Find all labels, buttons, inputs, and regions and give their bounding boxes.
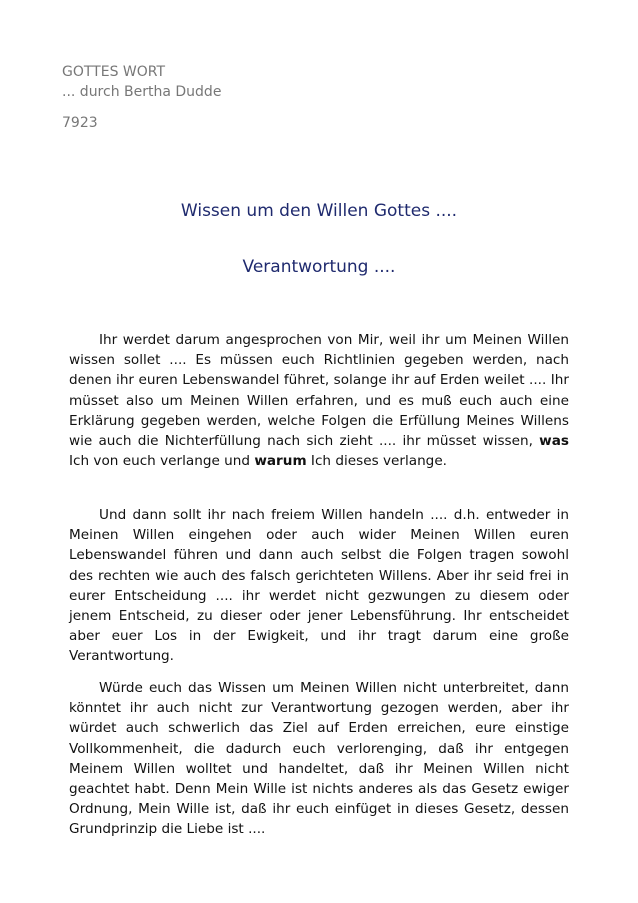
source-label: GOTTES WORT: [62, 64, 166, 80]
page-subtitle: Verantwortung ....: [242, 257, 396, 277]
paragraph-1-text-a: Ihr werdet darum angesprochen von Mir, weil ihr um Meinen Willen wissen sollet .... Es müssen euch Richtlinien gegeben werden, nach denen ihr euren Lebenswandel führet, solange ihr auf Erden weilet .... Ihr müsset also um Meinen Willen erfahren, und es muß euch auch eine Erklärung gegeben werden, welche Folgen die Erfüllung Meines Willens wie auch die Nichterfüllung nach sich zieht .... ihr müsset wissen,: [69, 332, 569, 450]
paragraph-1-text-d: Ich dieses verlange.: [306, 453, 448, 470]
page-title: Wissen um den Willen Gottes ....: [180, 201, 458, 221]
paragraph-3: Würde euch das Wissen um Meinen Willen nicht unterbreitet, dann könntet ihr auch nicht zur Verantwortung gezogen werden, aber ihr würdet auch schwerlich das Ziel auf Erden erreichen, eure einstige Vollkommenheit, die dadurch euch verlorenging, daß ihr entgegen Meinem Willen wolltet und handeltet, daß ihr Meinen Willen nicht geachtet habt. Denn Mein Wille ist nichts anderes als das Gesetz ewiger Ordnung, Mein Wille ist, daß ihr euch einfüget in dieses Gesetz, dessen Grundprinzip die Liebe ist ....: [69, 680, 569, 838]
author-line: ... durch Bertha Dudde: [62, 84, 222, 100]
paragraph-1-text-c: Ich von euch verlange und: [69, 453, 255, 470]
emphasis-was: was: [539, 433, 569, 450]
document-header: [62, 62, 221, 133]
emphasis-warum: warum: [254, 453, 307, 470]
paragraph-1: [69, 330, 569, 471]
paragraph-2: Und dann sollt ihr nach freiem Willen handeln .... d.h. entweder in Meinen Willen eingehen oder auch wider Meinen Willen euren Lebenswandel führen und dann auch selbst die Folgen tragen sowohl des rechten wie auch des falsch gerichteten Willens. Aber ihr seid frei in eurer Entscheidung .... ihr werdet nicht gezwungen zu diesem oder jenem Entscheid, zu dieser oder jener Lebensführung. Ihr entscheidet aber euer Los in der Ewigkeit, und ihr tragt darum eine große Verantwortung.: [69, 507, 569, 665]
message-number: 7923: [62, 115, 98, 131]
